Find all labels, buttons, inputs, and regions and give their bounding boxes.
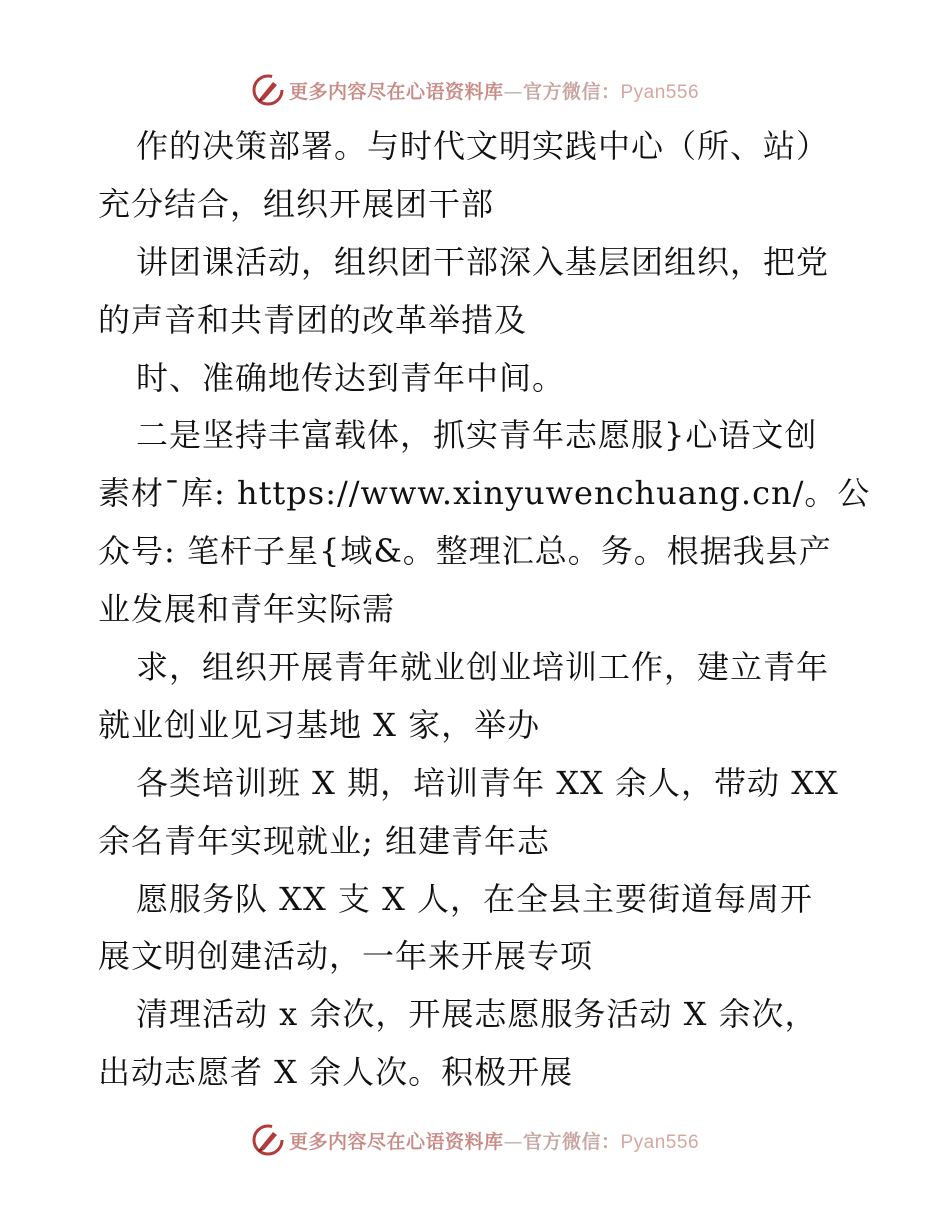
- watermark-official: 官方微信：: [522, 80, 621, 103]
- body-line: 的声音和共青团的改革举措及: [98, 300, 528, 339]
- body-line: 充分结合，组织开展团干部: [98, 184, 495, 223]
- watermark-wechat-id: Pyan556: [620, 1131, 700, 1153]
- body-line: 求，组织开展青年就业创业培训工作，建立青年: [136, 648, 830, 687]
- watermark-dash: —: [503, 80, 523, 103]
- header-watermark: [0, 70, 950, 110]
- body-line: 作的决策部署。与时代文明实践中心（所、站）: [136, 127, 830, 165]
- body-line: 展文明创建活动，一年来开展专项: [98, 937, 594, 976]
- body-line: 就业创业见习基地 X 家，举办: [98, 705, 541, 744]
- watermark-wechat-id: Pyan556: [620, 81, 700, 103]
- body-line: 余名青年实现就业; 组建青年志: [98, 821, 550, 860]
- body-line: 出动志愿者 X 余人次。积极开展: [98, 1053, 574, 1092]
- body-line: 讲团课活动，组织团干部深入基层团组织，把党: [136, 242, 830, 281]
- body-line: 清理活动 x 余次，开展志愿服务活动 X 余次，: [136, 995, 818, 1034]
- body-line: 愿服务队 XX 支 X 人，在全县主要街道每周开: [136, 879, 814, 918]
- body-line: 素材¯库: https://www.xinyuwenchuang.cn/。公: [98, 474, 871, 513]
- document-body: [98, 118, 871, 1102]
- footer-watermark: [0, 1120, 950, 1160]
- watermark-official: 官方微信：: [522, 1130, 621, 1153]
- body-line: 各类培训班 X 期，培训青年 XX 余人，带动 XX: [136, 763, 839, 802]
- brush-pen-logo-icon: [251, 73, 285, 107]
- watermark-text: [289, 1127, 699, 1154]
- body-line: 时、准确地传达到青年中间。: [136, 358, 566, 397]
- body-line: 二是坚持丰富载体，抓实青年志愿服}心语文创: [136, 416, 818, 455]
- watermark-text: [289, 77, 699, 104]
- watermark-dash: —: [503, 1130, 523, 1153]
- brush-pen-logo-icon: [251, 1123, 285, 1157]
- watermark-brand: 更多内容尽在心语资料库: [288, 80, 504, 103]
- body-line: 业发展和青年实际需: [98, 590, 396, 629]
- body-line: 众号: 笔杆子星{域&。整理汇总。务。根据我县产: [98, 532, 832, 571]
- watermark-brand: 更多内容尽在心语资料库: [288, 1130, 504, 1153]
